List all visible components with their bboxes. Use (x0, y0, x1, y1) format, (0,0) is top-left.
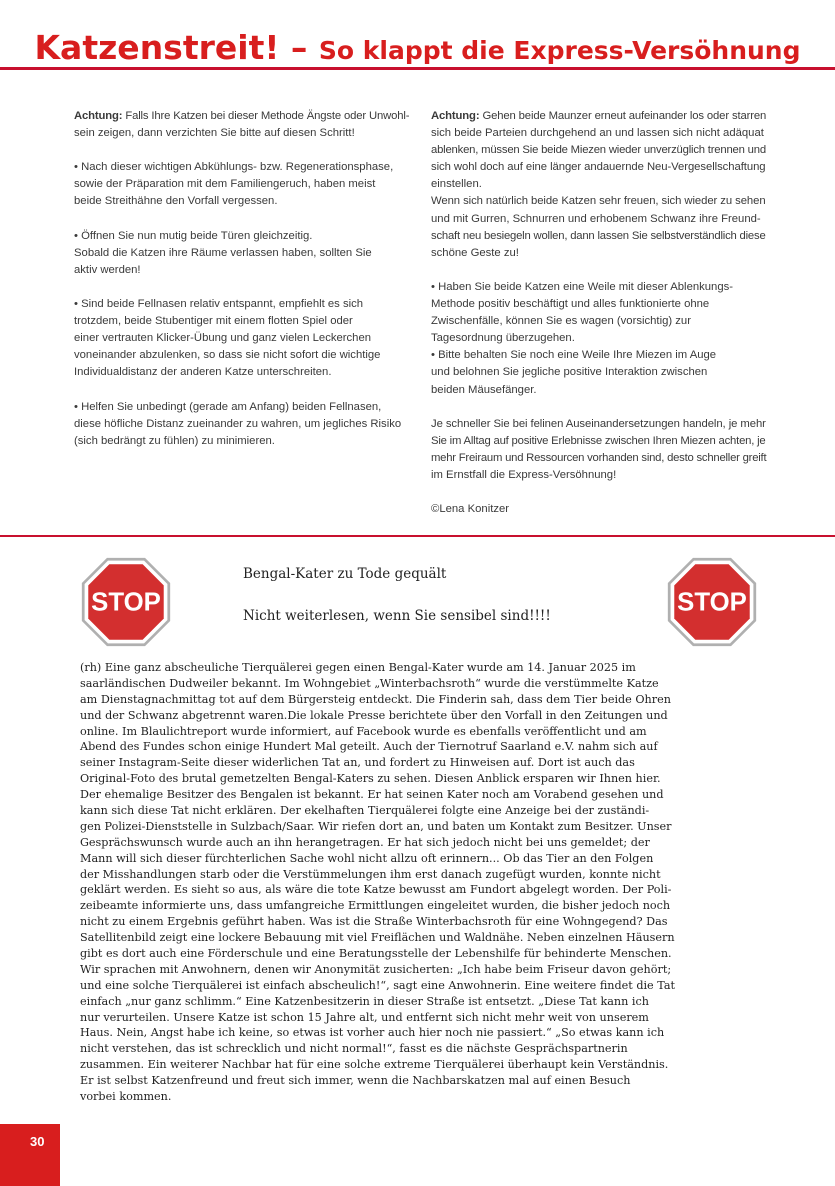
title-underline (0, 67, 835, 70)
text-line: Haus. Nein, Angst habe ich keine, so etwas ist vorher auch hier noch nie passiert.“ „So etwas kann ich (80, 1026, 665, 1040)
text-line: saarländischen Dudweiler bekannt. Im Wohngebiet „Winterbachsroth“ wurde die verstümmelte Katze (80, 676, 659, 690)
text-line: Tagesordnung überzugehen. (431, 332, 575, 345)
article-headline: Bengal-Kater zu Tode gequält (243, 566, 447, 582)
text-line: nicht verstehen, das ist schrecklich und nicht normal!“, fasst es die nächste Gesprächspartnerin (80, 1042, 628, 1056)
stop-sign-text: STOP (677, 588, 747, 617)
text-line: Sie im Alltag auf positive Erlebnisse zwischen Ihren Miezen achten, je (431, 434, 766, 447)
text-line: Zwischenfälle, können Sie es wagen (vorsichtig) zur (431, 315, 691, 328)
text-line: zusammen. Ein weiterer Nachbar hat für eine solche extreme Tierquälerei überhaupt kein Verständnis. (80, 1058, 669, 1072)
paragraph-gap (74, 211, 409, 228)
text-line: ©Lena Konitzer (431, 503, 510, 516)
stop-sign-icon (666, 556, 758, 648)
text-line: gibt es dort auch eine Förderschule und eine Beratungsstelle der Lebenshilfe für behinderte Menschen. (80, 947, 672, 961)
text-line: zeibeamte informierte uns, dass umfangreiche Ermittlungen eingeleitet wurden, die bisher jedoch noch (80, 899, 671, 913)
stop-sign-text: STOP (91, 588, 161, 617)
stop-sign-icon (80, 556, 172, 648)
text-line: ablenken, müssen Sie beide Miezen wieder unverzüglich trennen und (431, 144, 766, 157)
achtung-label: Achtung: (74, 110, 123, 122)
paragraph-gap (431, 399, 766, 416)
text-line: • Haben Sie beide Katzen eine Weile mit dieser Ablenkungs- (431, 280, 734, 293)
text-line: und der Schwanz abgetrennt waren.Die lokale Presse berichtete über den Vorfall in den Zeitungen und (80, 708, 668, 722)
text-line: und eine solche Tierquälerei ist einfach abscheulich!“, sagt eine Anwohnerin. Eine weitere findet die Tat (80, 978, 675, 992)
text-line: Satellitenbild zeigt eine lockere Bebauung mit viel Freiflächen und Waldnähe. Neben einzelnen Häusern (80, 931, 675, 945)
section-divider (0, 535, 835, 537)
text-line: Er ist selbst Katzenfreund und freut sich immer, wenn die Nachbarskatzen mal auf einen Besuch (80, 1074, 631, 1088)
text-line: Original-Foto des brutal gemetzelten Bengal-Katers zu sehen. Diesen Anblick ersparen wir Ihnen hier. (80, 772, 661, 786)
paragraph-gap (74, 382, 409, 399)
title-sub: So klappt die Express-Versöhnung (318, 36, 801, 65)
text-line: einer vertrauten Klicker-Übung und ganz vielen Leckerchen (74, 332, 372, 345)
text-line: • Bitte behalten Sie noch eine Weile Ihre Miezen im Auge (431, 349, 717, 362)
text-line: der Misshandlungen starb oder die Verstümmelungen ihm erst danach zugefügt wurden, konnte nicht (80, 867, 661, 881)
text-line: Sobald die Katzen ihre Räume verlassen haben, sollten Sie (74, 246, 372, 259)
text-line: • Helfen Sie unbedingt (gerade am Anfang) beiden Fellnasen, (74, 400, 382, 413)
text-line: seiner Instagram-Seite dieser widerlichen Tat an, und fordert zu Hinweisen auf. Dort ist auch das (80, 756, 635, 770)
achtung-label: Achtung: (431, 110, 480, 122)
text-line: Achtung: Falls Ihre Katzen bei dieser Methode Ängste oder Unwohl- (74, 110, 410, 122)
text-line: einfach „nur ganz schlimm.“ Eine Katzenbesitzerin in dieser Straße ist entsetzt. „Diese Tat kann ich (80, 994, 649, 1008)
paragraph-gap (74, 142, 409, 159)
text-line: • Öffnen Sie nun mutig beide Türen gleichzeitig. (74, 229, 313, 242)
text-line: trotzdem, beide Stubentiger mit einem flotten Spiel oder (74, 315, 353, 328)
paragraph-gap (74, 279, 409, 296)
text-line: (rh) Eine ganz abscheuliche Tierquälerei gegen einen Bengal-Kater wurde am 14. Januar 2025 im (80, 661, 636, 674)
text-line: schaft neu besiegeln wollen, dann lassen Sie selbstverständlich diese (431, 229, 766, 242)
page-number: 30 (30, 1134, 45, 1149)
text-line: kann sich diese Tat nicht erklären. Der ekelhaften Tierquälerei folgte eine Anzeige bei der zuständi- (80, 804, 650, 818)
article-body (80, 660, 780, 1105)
text-line: vorbei kommen. (80, 1090, 172, 1104)
text-line: beiden Mäusefänger. (431, 383, 537, 396)
text-line: und mit Gurren, Schnurren und erhobenem Schwanz ihre Freund- (431, 212, 761, 225)
left-column (74, 108, 409, 450)
text-line: Wenn sich natürlich beide Katzen sehr freuen, sich wieder zu sehen (431, 195, 766, 208)
text-line: gen Polizei-Dienststelle in Sulzbach/Saar. Wir riefen dort an, und baten um Kontakt zum Besitzer. Unser (80, 819, 672, 833)
text-line: aktiv werden! (74, 263, 141, 276)
text-line: mehr Freiraum und Ressourcen vorhanden sind, desto schneller greift (431, 451, 767, 464)
text-line: Je schneller Sie bei felinen Auseinandersetzungen handeln, je mehr (431, 417, 766, 430)
text-line: Abend des Fundes schon einige Hundert Mal geteilt. Auch der Tiernotruf Saarland e.V. nahm sich auf (80, 740, 658, 754)
text-line: Methode positiv beschäftigt und alles funktionierte ohne (431, 298, 710, 311)
text-line: • Nach dieser wichtigen Abkühlungs- bzw. Regenerationsphase, (74, 161, 394, 174)
paragraph-gap (431, 262, 766, 279)
text-line: voneinander abzulenken, so dass sie nicht sofort die wichtige (74, 349, 381, 362)
text-line: sowie der Präparation mit dem Familiengeruch, haben meist (74, 178, 376, 191)
text-line: sein zeigen, dann verzichten Sie bitte auf diesen Schritt! (74, 127, 355, 140)
text-line: Individualdistanz der anderen Katze unterschreiten. (74, 366, 332, 379)
text-line: nur verurteilen. Unsere Katze ist schon 15 Jahre alt, und entfernt sich nicht mehr weit von unserem (80, 1010, 649, 1024)
text-line: diese höfliche Distanz zueinander zu wahren, um jegliches Risiko (74, 417, 402, 430)
text-line: beide Streithähne den Vorfall vergessen. (74, 195, 278, 208)
text-line: nicht zu einem Ergebnis geführt haben. Was ist die Straße Winterbachsroth für eine Wohngegend? Das (80, 915, 668, 929)
article-warning: Nicht weiterlesen, wenn Sie sensibel sind!!!! (243, 608, 551, 624)
text-line: Mann will sich dieser fürchterlichen Sache wohl nicht allzu oft erinnern... Ob das Tier an den Folgen (80, 851, 654, 865)
text-line: sich beide Parteien durchgehend an und lassen sich nicht adäquat (431, 127, 764, 140)
text-line: im Ernstfall die Express-Versöhnung! (431, 468, 617, 481)
text-line: schöne Geste zu! (431, 246, 519, 259)
text-line: online. Im Blaulichtreport wurde informiert, auf Facebook wurde es ebenfalls veröffentlicht und am (80, 724, 647, 738)
text-line: Gesprächswunsch wurde auch an ihn herangetragen. Er hat sich jedoch nicht bei uns gemeldet; der (80, 835, 650, 849)
text-line: • Sind beide Fellnasen relativ entspannt, empfiehlt es sich (74, 298, 364, 311)
paragraph-gap (431, 484, 766, 501)
text-line: geklärt werden. Es sieht so aus, als wäre die tote Katze bewusst am Fundort abgelegt worden. Der Poli- (80, 883, 672, 897)
right-column (431, 108, 766, 518)
text-line: und belohnen Sie jegliche positive Interaktion zwischen (431, 366, 708, 379)
page-title (0, 28, 835, 67)
title-main: Katzenstreit! – (34, 28, 319, 67)
text-line: sich wohl doch auf eine länger andauernde Neu-Vergesellschaftung (431, 161, 766, 174)
text-line: am Dienstagnachmittag tot auf dem Bürgersteig entdeckt. Die Finderin sah, dass dem Tier beide Ohren (80, 692, 671, 706)
text-line: Achtung: Gehen beide Maunzer erneut aufeinander los oder starren (431, 110, 767, 122)
text-line: Der ehemalige Besitzer des Bengalen ist bekannt. Er hat seinen Kater noch am Vorabend gesehen und (80, 788, 664, 802)
text-line: Wir sprachen mit Anwohnern, denen wir Anonymität zusicherten: „Ich habe beim Friseur davon gehört; (80, 962, 672, 976)
text-line: (sich bedrängt zu fühlen) zu minimieren. (74, 434, 275, 447)
text-line: einstellen. (431, 178, 482, 191)
